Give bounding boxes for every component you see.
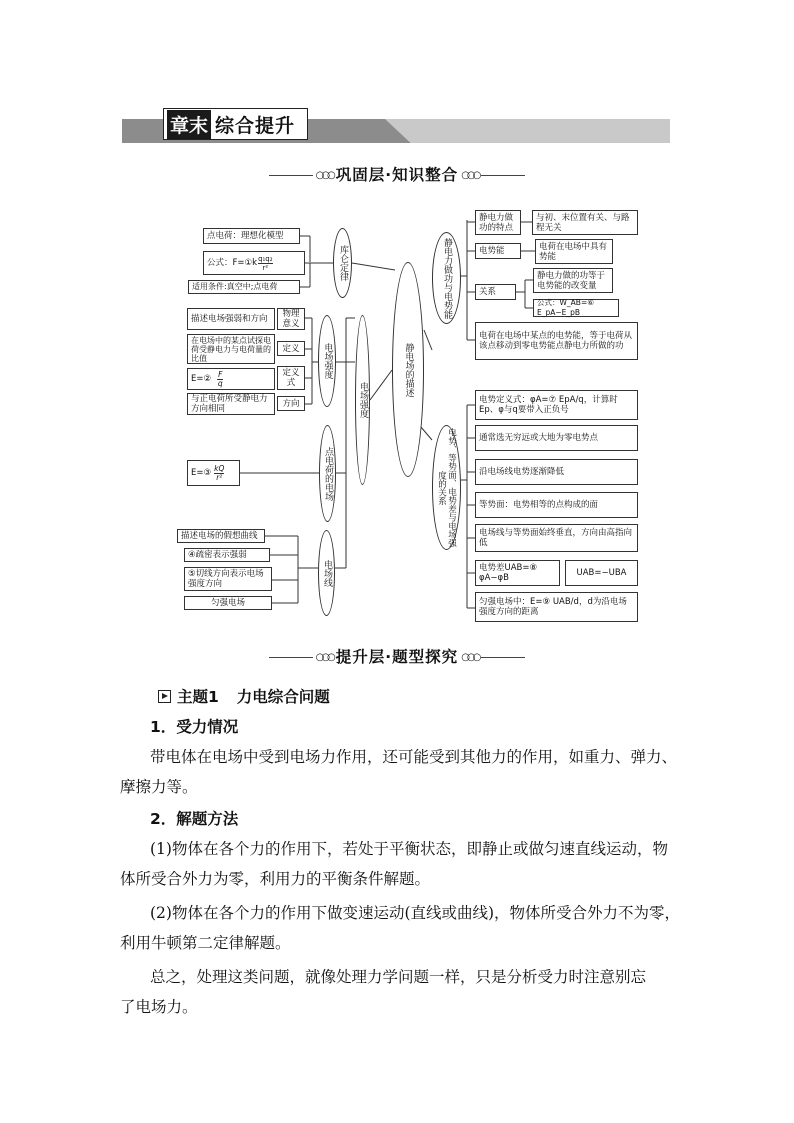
concept-box: 在电场中的某点试探电荷受静电力与电荷量的比值 [187, 334, 275, 364]
node-label: 库仑定律 [338, 245, 348, 281]
rings-icon: ○○○ [461, 170, 479, 181]
node-label: 点电荷的电场 [323, 446, 333, 501]
concept-tag: 电势能 [475, 243, 521, 259]
section-title: 提升层·题型探究 [335, 648, 459, 666]
node-label: 电场强度 [322, 343, 333, 379]
concept-node [318, 530, 335, 616]
fraction-denominator: r² [216, 472, 223, 482]
concept-box: UAB=−UBA [565, 560, 638, 586]
point-field-formula [187, 460, 240, 486]
concept-node [319, 425, 336, 522]
concept-tag: 静电力做功的特点 [475, 210, 521, 235]
paragraph: (2)物体在各个力的作用下做变速运动(直线或曲线)，物体所受合外力不为零，利用牛顿第二定律解题。 [120, 904, 681, 952]
fraction-numerator: F [218, 369, 223, 379]
concept-box: 电荷在电场中某点的电势能，等于电荷从该点移动到零电势能点静电力所做的功 [475, 322, 638, 360]
topic-label: 主题1 [177, 688, 219, 706]
rings-icon: ○○○ [461, 652, 479, 663]
concept-box: 描述电场强弱和方向 [187, 308, 275, 330]
concept-box: 点电荷：理想化模型 [203, 228, 300, 244]
fraction-numerator: q₁q₂ [258, 254, 273, 263]
concept-box: 匀强电场 [184, 596, 272, 610]
paragraph: (1)物体在各个力的作用下，若处于平衡状态，即静止或做匀速直线运动，物体所受合外力为零，利用力的平衡条件解题。 [120, 840, 668, 888]
fraction-denominator: q [217, 378, 223, 388]
field-definition-formula [187, 368, 275, 390]
formula-label: E=② [191, 374, 212, 384]
concept-box: 与初、末位置有关、与路程无关 [532, 210, 638, 235]
concept-node [333, 228, 352, 298]
concept-box: 描述电场的假想曲线 [177, 529, 265, 543]
subheading: 2．解题方法 [150, 810, 239, 828]
coulomb-formula-box [203, 251, 305, 275]
topic-heading [158, 682, 330, 712]
node-label: 电势、等势面、电势差与电场强度的关系 [436, 428, 457, 547]
concept-box: 沿电场线电势逐渐降低 [475, 459, 638, 485]
node-label: 电场线 [322, 559, 332, 587]
formula-label: 公式：F=①k [207, 258, 258, 268]
concept-box: 等势面：电势相等的点构成的面 [475, 492, 638, 518]
concept-node [355, 315, 370, 485]
concept-box: 电势定义式：φA=⑦ EpA/q，计算时Ep、φ与q要带入正负号 [475, 390, 638, 420]
concept-tag: 关系 [475, 284, 516, 300]
concept-box: 电荷在电场中具有势能 [535, 239, 613, 264]
concept-box: 通常选无穷远或大地为零电势点 [475, 425, 638, 451]
concept-box: 静电力做的功等于电势能的改变量 [533, 268, 613, 293]
concept-box: 公式：W_AB=⑥ E_pA−E_pB [533, 299, 619, 317]
section-header-explore [0, 645, 794, 667]
concept-node [432, 425, 461, 550]
concept-tag: 定义 [277, 341, 305, 356]
concept-tag: 定义式 [277, 366, 305, 390]
subheading: 1．受力情况 [150, 718, 239, 736]
paragraph: 带电体在电场中受到电场力作用，还可能受到其他力的作用，如重力、弹力、摩擦力等。 [120, 748, 678, 796]
rings-icon: ○○○ [315, 170, 333, 181]
concept-box: 电势差UAB=⑧ φA−φB [475, 560, 560, 586]
paragraph: 总之，处理这类问题，就像处理力学问题一样，只是分析受力时注意别忘了电场力。 [120, 968, 647, 1016]
node-label: 电场强度 [358, 382, 368, 418]
concept-box: 匀强电场中：E=⑨ UAB/d，d为沿电场强度方向的距离 [475, 592, 638, 622]
section-title: 巩固层·知识整合 [335, 166, 459, 184]
banner-tag: 章末 [167, 110, 211, 139]
formula-label: E=③ [191, 468, 212, 478]
rings-icon: ○○○ [315, 652, 333, 663]
concept-box: 与正电荷所受静电力方向相同 [187, 393, 275, 415]
topic-title: 力电综合问题 [236, 688, 330, 706]
banner-title: 综合提升 [215, 114, 296, 137]
center-label: 静电场的描述 [403, 342, 414, 397]
fraction-denominator: r² [262, 263, 269, 272]
concept-box: ④疏密表示强弱 [184, 548, 270, 562]
concept-box: 电场线与等势面始终垂直，方向由高指向低 [475, 524, 638, 552]
concept-tag: 物理意义 [277, 308, 305, 330]
concept-node [432, 232, 461, 324]
concept-box: ⑤切线方向表示电场强度方向 [184, 567, 272, 591]
concept-box: 适用条件:真空中;点电荷 [188, 280, 300, 294]
concept-tag: 方向 [277, 396, 305, 411]
node-label: 静电力做功与电势能 [442, 237, 452, 319]
concept-node [318, 315, 336, 407]
center-node [392, 262, 424, 477]
fraction-numerator: kQ [214, 463, 225, 473]
play-icon [158, 690, 171, 703]
